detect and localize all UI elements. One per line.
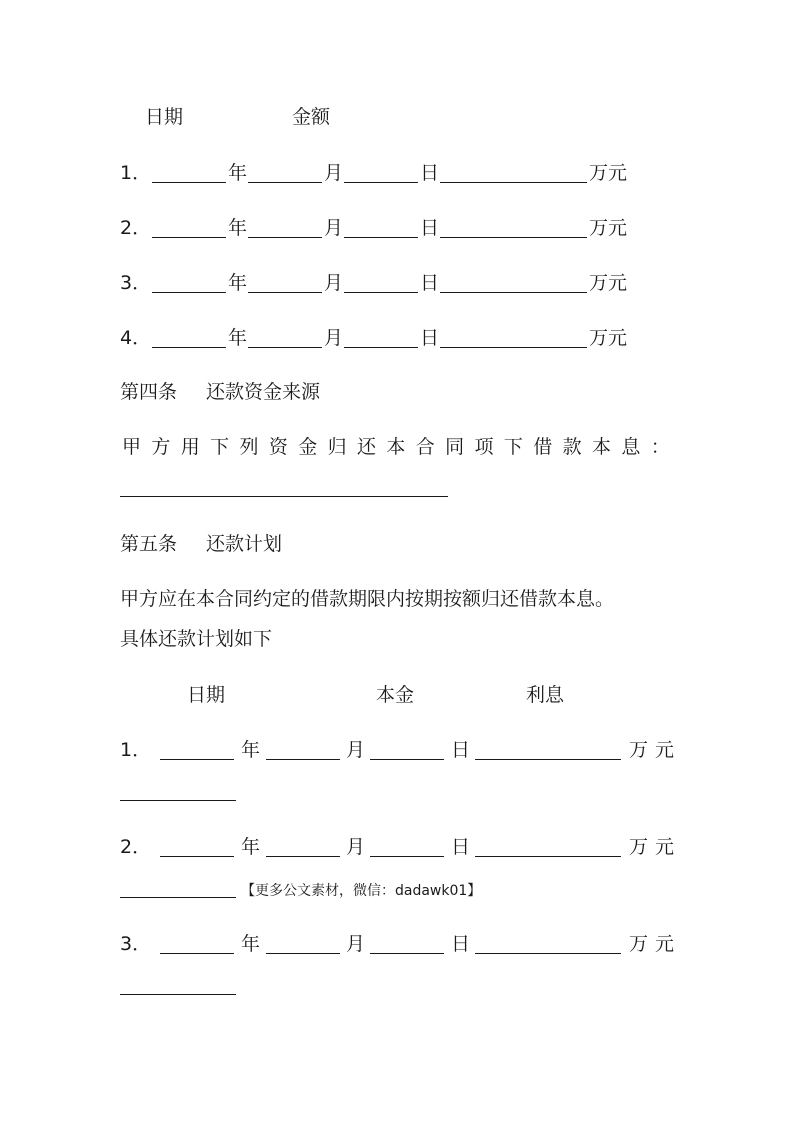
body-char: 方 bbox=[151, 436, 171, 458]
year-label: 年 bbox=[241, 836, 261, 858]
principal-blank bbox=[475, 759, 621, 760]
article5-subtitle: 还款计划 bbox=[206, 533, 283, 555]
month-label: 月 bbox=[346, 933, 366, 955]
body-char: 本 bbox=[592, 436, 612, 458]
principal-blank bbox=[475, 953, 621, 954]
article4-subtitle: 还款资金来源 bbox=[206, 381, 321, 403]
interest-blank bbox=[120, 800, 236, 801]
unit-label: 万元 bbox=[589, 162, 628, 184]
body-char: 甲 bbox=[122, 436, 142, 458]
body-char: 项 bbox=[474, 436, 494, 458]
year-blank bbox=[152, 237, 226, 238]
year-blank bbox=[160, 856, 234, 857]
interest-blank bbox=[120, 897, 236, 898]
year-label: 年 bbox=[228, 327, 248, 349]
year-label: 年 bbox=[228, 272, 248, 294]
amount-blank bbox=[440, 292, 587, 293]
year-blank bbox=[152, 292, 226, 293]
row-number: 1． bbox=[120, 739, 152, 761]
unit-label: 万元 bbox=[589, 327, 628, 349]
month-blank bbox=[266, 759, 340, 760]
day-label: 日 bbox=[420, 217, 440, 239]
table1-header-amount: 金额 bbox=[292, 106, 331, 128]
unit-label: 万元 bbox=[589, 217, 628, 239]
month-label: 月 bbox=[346, 836, 366, 858]
amount-blank bbox=[440, 347, 587, 348]
day-blank bbox=[370, 856, 444, 857]
day-blank bbox=[344, 347, 418, 348]
row-number: 3． bbox=[120, 272, 152, 294]
table2-header-date: 日期 bbox=[187, 684, 226, 706]
article5-title: 第五条 bbox=[120, 533, 178, 555]
interest-blank bbox=[120, 994, 236, 995]
day-label: 日 bbox=[420, 162, 440, 184]
month-blank bbox=[248, 182, 322, 183]
article5-body-line2: 具体还款计划如下 bbox=[120, 628, 273, 650]
month-blank bbox=[248, 237, 322, 238]
amount-blank bbox=[440, 182, 587, 183]
month-blank bbox=[266, 856, 340, 857]
table2-header-principal: 本金 bbox=[376, 684, 415, 706]
month-label: 月 bbox=[346, 739, 366, 761]
wan-label: 万 bbox=[629, 739, 649, 761]
wan-label: 万 bbox=[629, 836, 649, 858]
body-char: 合 bbox=[415, 436, 435, 458]
month-blank bbox=[266, 953, 340, 954]
body-char: 借 bbox=[533, 436, 553, 458]
month-label: 月 bbox=[324, 327, 344, 349]
month-label: 月 bbox=[324, 162, 344, 184]
year-label: 年 bbox=[228, 217, 248, 239]
article4-source-blank bbox=[120, 496, 448, 497]
body-char: 用 bbox=[180, 436, 200, 458]
article5-body-line1: 甲方应在本合同约定的借款期限内按期按额归还借款本息。 bbox=[120, 588, 615, 610]
amount-blank bbox=[440, 237, 587, 238]
row-number: 2． bbox=[120, 217, 152, 239]
month-label: 月 bbox=[324, 217, 344, 239]
body-char: 归 bbox=[327, 436, 347, 458]
body-char: 款 bbox=[562, 436, 582, 458]
table1-header-date: 日期 bbox=[145, 106, 184, 128]
day-blank bbox=[370, 953, 444, 954]
table2-header-interest: 利息 bbox=[526, 684, 565, 706]
principal-blank bbox=[475, 856, 621, 857]
yuan-label: 元 bbox=[655, 739, 675, 761]
body-char: 还 bbox=[357, 436, 377, 458]
day-label: 日 bbox=[420, 272, 440, 294]
body-char: 本 bbox=[386, 436, 406, 458]
year-label: 年 bbox=[228, 162, 248, 184]
day-blank bbox=[370, 759, 444, 760]
row-number: 2． bbox=[120, 836, 152, 858]
day-blank bbox=[344, 182, 418, 183]
row-number: 1． bbox=[120, 162, 152, 184]
year-label: 年 bbox=[241, 739, 261, 761]
month-label: 月 bbox=[324, 272, 344, 294]
year-blank bbox=[152, 347, 226, 348]
yuan-label: 元 bbox=[655, 933, 675, 955]
body-char: 息 bbox=[621, 436, 641, 458]
body-char: 下 bbox=[210, 436, 230, 458]
year-blank bbox=[152, 182, 226, 183]
article4-title: 第四条 bbox=[120, 381, 178, 403]
year-blank bbox=[160, 953, 234, 954]
month-blank bbox=[248, 347, 322, 348]
wan-label: 万 bbox=[629, 933, 649, 955]
body-char: 资 bbox=[268, 436, 288, 458]
day-label: 日 bbox=[451, 739, 471, 761]
body-char: 金 bbox=[298, 436, 318, 458]
year-label: 年 bbox=[241, 933, 261, 955]
unit-label: 万元 bbox=[589, 272, 628, 294]
row-number: 4． bbox=[120, 327, 152, 349]
month-blank bbox=[248, 292, 322, 293]
body-char: 同 bbox=[445, 436, 465, 458]
body-char: 列 bbox=[239, 436, 259, 458]
day-blank bbox=[344, 237, 418, 238]
day-label: 日 bbox=[420, 327, 440, 349]
row-number: 3． bbox=[120, 933, 152, 955]
yuan-label: 元 bbox=[655, 836, 675, 858]
day-blank bbox=[344, 292, 418, 293]
body-char: 下 bbox=[503, 436, 523, 458]
watermark-note: 【更多公文素材，微信：dadawk01】 bbox=[241, 883, 482, 899]
day-label: 日 bbox=[451, 933, 471, 955]
body-char: ： bbox=[650, 436, 670, 458]
day-label: 日 bbox=[451, 836, 471, 858]
article4-body bbox=[122, 435, 670, 459]
year-blank bbox=[160, 759, 234, 760]
